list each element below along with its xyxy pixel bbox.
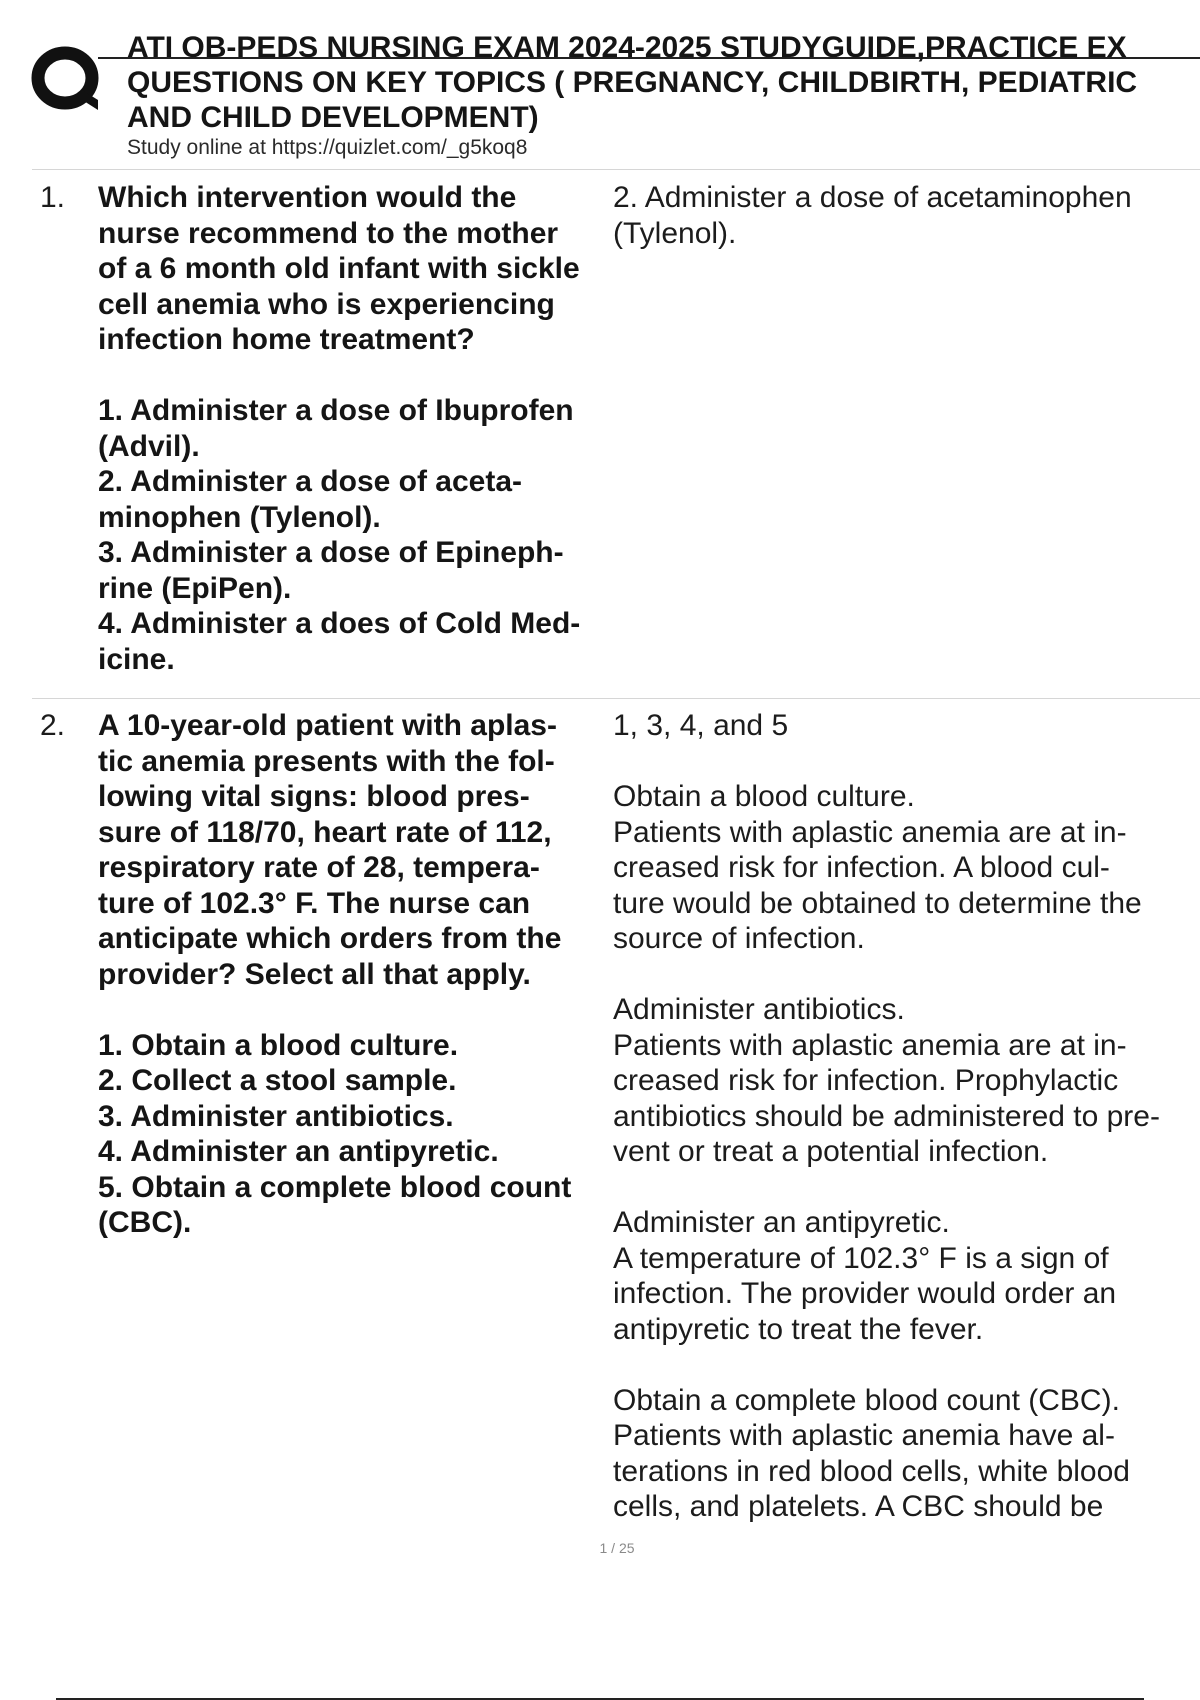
document-title xyxy=(127,30,1200,135)
question-line: of a 6 month old infant with sickle xyxy=(98,252,580,285)
answer-option: 3. Administer antibiotics. xyxy=(98,1099,454,1133)
blank-line xyxy=(613,744,1193,780)
question-line: provider? Select all that apply. xyxy=(98,957,531,991)
answer-option: 1. Administer a dose of Ibuprofen xyxy=(98,394,574,427)
answer-line: Patients with aplastic anemia are at in- xyxy=(613,815,1127,849)
answer-line: cells, and platelets. A CBC should be xyxy=(613,1490,1104,1523)
question-line: sure of 118/70, heart rate of 112, xyxy=(98,815,552,849)
title-line: AND CHILD DEVELOPMENT) xyxy=(127,101,539,134)
answer-line: Administer an antipyretic. xyxy=(613,1206,950,1239)
answer-line: infection. The provider would order an xyxy=(613,1277,1117,1310)
question-line: lowing vital signs: blood pres- xyxy=(98,780,530,813)
question-line: infection home treatment? xyxy=(98,323,475,356)
answer-line: ture would be obtained to determine the xyxy=(613,886,1142,920)
row-divider xyxy=(32,698,1200,699)
page-header xyxy=(0,0,1200,170)
question-number: 2. xyxy=(40,709,66,742)
answer-option: 5. Obtain a complete blood count xyxy=(98,1170,572,1204)
answer-option: 3. Administer a dose of Epineph- xyxy=(98,536,564,569)
answer-line: 2. Administer a dose of acetaminophen xyxy=(613,181,1132,214)
answer-line: creased risk for infection. Prophylactic xyxy=(613,1064,1119,1097)
answer-line: A temperature of 102.3° F is a sign of xyxy=(613,1241,1109,1275)
answer-option: 1. Obtain a blood culture. xyxy=(98,1028,459,1062)
question-line: A 10-year-old patient with aplas- xyxy=(98,709,557,742)
answer-line: terations in red blood cells, white blood xyxy=(613,1454,1130,1488)
answer-option: 4. Administer an antipyretic. xyxy=(98,1135,499,1168)
answer-option: (Advil). xyxy=(98,429,200,463)
question-line: cell anemia who is experiencing xyxy=(98,287,555,321)
answer-option: (CBC). xyxy=(98,1206,192,1239)
page-indicator: 1 / 25 xyxy=(599,1540,635,1556)
answer-option: 4. Administer a does of Cold Med- xyxy=(98,607,581,640)
row-divider xyxy=(32,169,1200,170)
blank-line xyxy=(613,1347,1193,1383)
blank-line xyxy=(98,992,618,1028)
answer-option: 2. Collect a stool sample. xyxy=(98,1064,457,1097)
answer-line: Obtain a blood culture. xyxy=(613,780,915,813)
answer-option: rine (EpiPen). xyxy=(98,571,292,605)
question-line: ture of 102.3° F. The nurse can xyxy=(98,886,531,920)
answer-line: antibiotics should be administered to pre- xyxy=(613,1099,1160,1133)
answer-line: vent or treat a potential infection. xyxy=(613,1135,1049,1168)
answer-line: Administer antibiotics. xyxy=(613,993,905,1026)
answer-line: Obtain a complete blood count (CBC). xyxy=(613,1383,1120,1417)
answer-line: creased risk for infection. A blood cul- xyxy=(613,851,1110,884)
question-number: 1. xyxy=(40,181,66,214)
question-text xyxy=(98,180,618,677)
answer-option: 2. Administer a dose of aceta- xyxy=(98,465,523,498)
study-online-link[interactable]: Study online at https://quizlet.com/_g5koq8 xyxy=(127,136,528,159)
title-line: ATI OB-PEDS NURSING EXAM 2024-2025 STUDYGUIDE,PRACTICE EX xyxy=(127,31,1127,64)
answer-line: Patients with aplastic anemia are at in- xyxy=(613,1028,1127,1062)
blank-line xyxy=(613,1170,1193,1206)
answer-line: Patients with aplastic anemia have al- xyxy=(613,1419,1115,1452)
question-text xyxy=(98,708,618,1241)
answer-option: minophen (Tylenol). xyxy=(98,500,381,534)
answer-text xyxy=(613,180,1193,251)
answer-line: source of infection. xyxy=(613,922,865,955)
blank-line xyxy=(98,358,618,394)
title-line: QUESTIONS ON KEY TOPICS ( PREGNANCY, CHILDBIRTH, PEDIATRIC xyxy=(127,66,1138,99)
answer-option: icine. xyxy=(98,642,175,676)
question-line: tic anemia presents with the fol- xyxy=(98,744,555,778)
answer-line: (Tylenol). xyxy=(613,216,737,250)
answer-text xyxy=(613,708,1193,1525)
question-line: nurse recommend to the mother xyxy=(98,216,559,250)
answer-line: 1, 3, 4, and 5 xyxy=(613,709,789,742)
blank-line xyxy=(613,957,1193,993)
question-line: Which intervention would the xyxy=(98,181,517,214)
question-line: anticipate which orders from the xyxy=(98,922,562,955)
quizlet-q-logo-icon xyxy=(28,40,108,120)
question-line: respiratory rate of 28, tempera- xyxy=(98,851,540,884)
answer-line: antipyretic to treat the fever. xyxy=(613,1312,984,1346)
